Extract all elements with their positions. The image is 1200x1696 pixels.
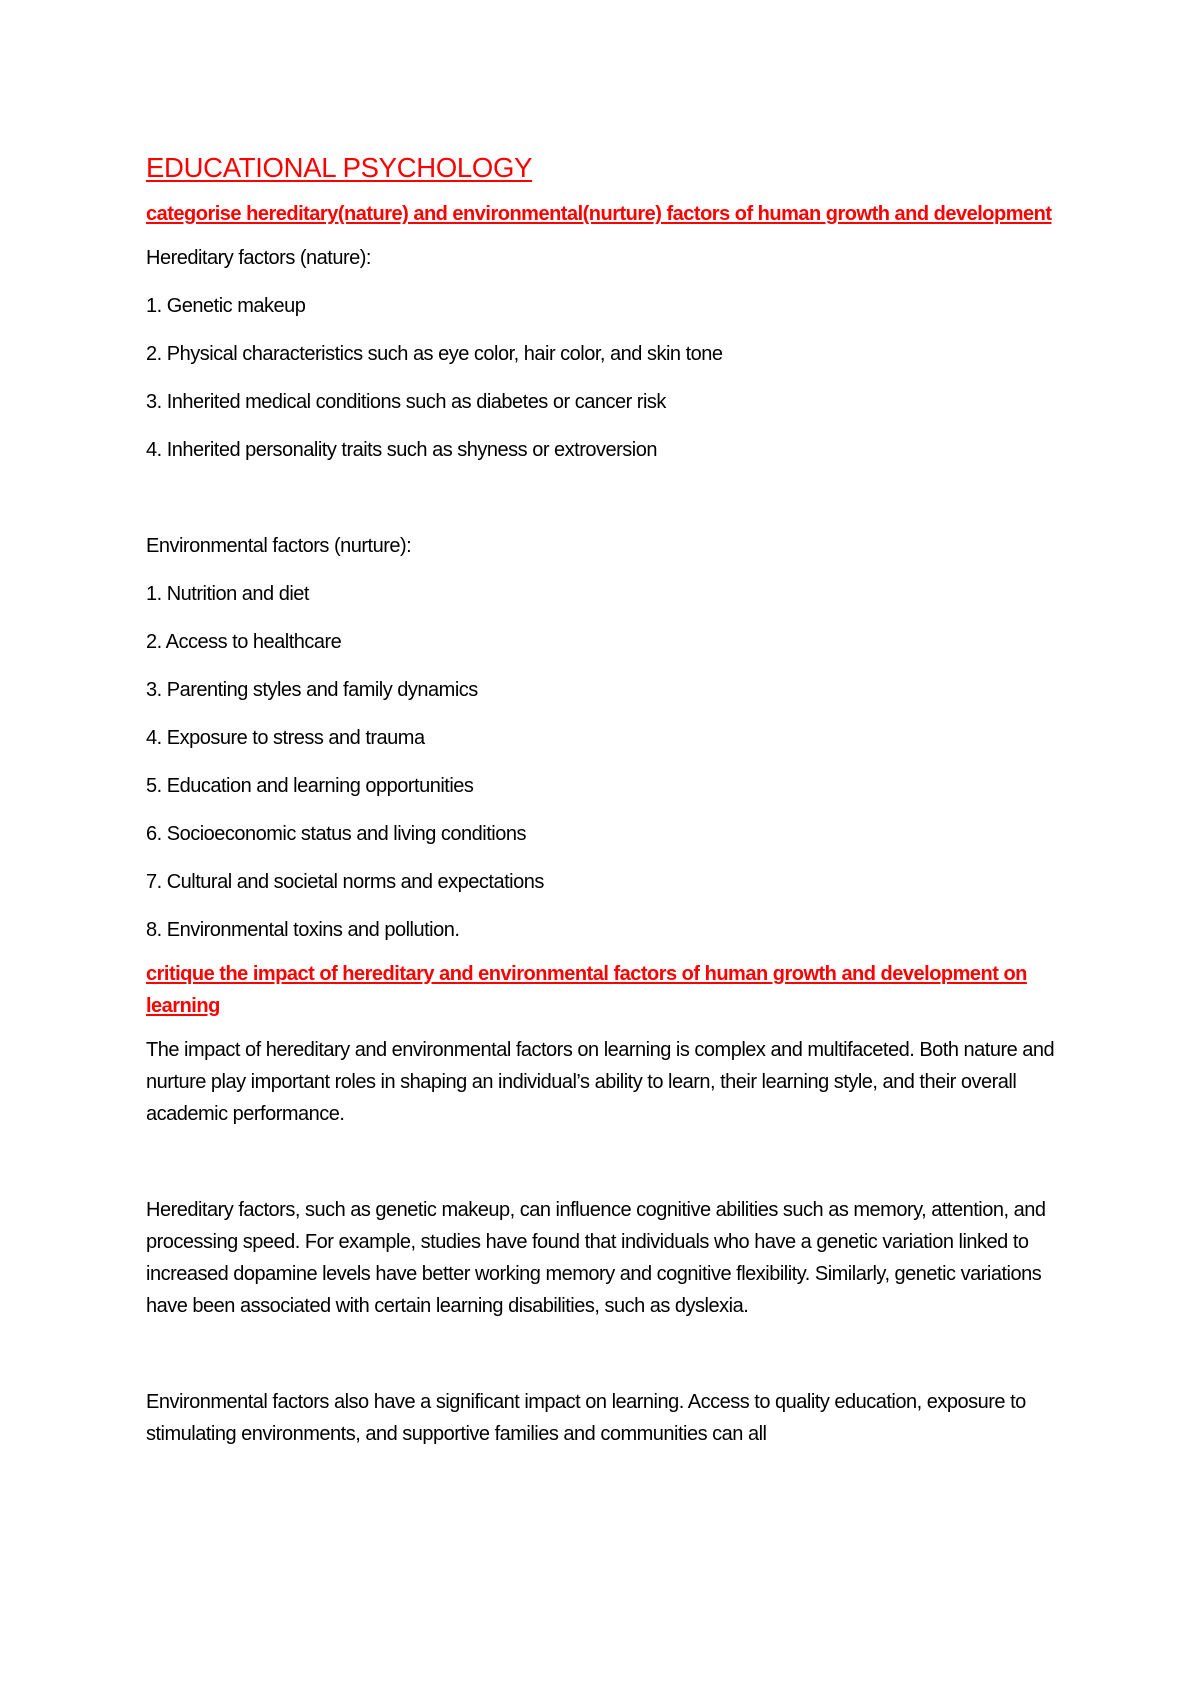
hereditary-item: 3. Inherited medical conditions such as diabetes or cancer risk xyxy=(146,391,666,413)
environmental-factors-label: Environmental factors (nurture): xyxy=(146,535,412,557)
hereditary-item: 2. Physical characteristics such as eye color, hair color, and skin tone xyxy=(146,343,723,365)
environmental-item: 3. Parenting styles and family dynamics xyxy=(146,679,478,701)
body-paragraph: The impact of hereditary and environmental factors on learning is complex and multifaceted. Both nature and nurture play important roles in shaping an individual’s ability to learn, their learning style, and their overall academic performance. xyxy=(146,1039,1055,1125)
section-heading-categorise: categorise hereditary(nature) and environmental(nurture) factors of human growth and development xyxy=(146,203,1052,225)
blank-line xyxy=(146,1338,1076,1386)
environmental-item: 7. Cultural and societal norms and expectations xyxy=(146,871,544,893)
environmental-item: 1. Nutrition and diet xyxy=(146,583,309,605)
hereditary-factors-label: Hereditary factors (nature): xyxy=(146,247,371,269)
environmental-item: 5. Education and learning opportunities xyxy=(146,775,474,797)
environmental-item: 8. Environmental toxins and pollution. xyxy=(146,919,460,941)
blank-line xyxy=(146,1146,1076,1194)
environmental-item: 4. Exposure to stress and trauma xyxy=(146,727,425,749)
blank-line xyxy=(146,482,1076,530)
hereditary-item: 1. Genetic makeup xyxy=(146,295,306,317)
document-title: EDUCATIONAL PSYCHOLOGY xyxy=(146,152,533,183)
environmental-item: 2. Access to healthcare xyxy=(146,631,342,653)
hereditary-item: 4. Inherited personality traits such as shyness or extroversion xyxy=(146,439,657,461)
body-paragraph: Environmental factors also have a significant impact on learning. Access to quality education, exposure to stimulating environments, and supportive families and communities can all xyxy=(146,1391,1026,1445)
document-body xyxy=(146,150,1076,1466)
environmental-item: 6. Socioeconomic status and living conditions xyxy=(146,823,526,845)
body-paragraph: Hereditary factors, such as genetic makeup, can influence cognitive abilities such as memory, attention, and processing speed. For example, studies have found that individuals who have a genetic variation linked to increased dopamine levels have better working memory and cognitive flexibility. Similarly, genetic variations have been associated with certain learning disabilities, such as dyslexia. xyxy=(146,1199,1046,1317)
section-heading-critique: critique the impact of hereditary and environmental factors of human growth and development on learning xyxy=(146,963,1027,1017)
